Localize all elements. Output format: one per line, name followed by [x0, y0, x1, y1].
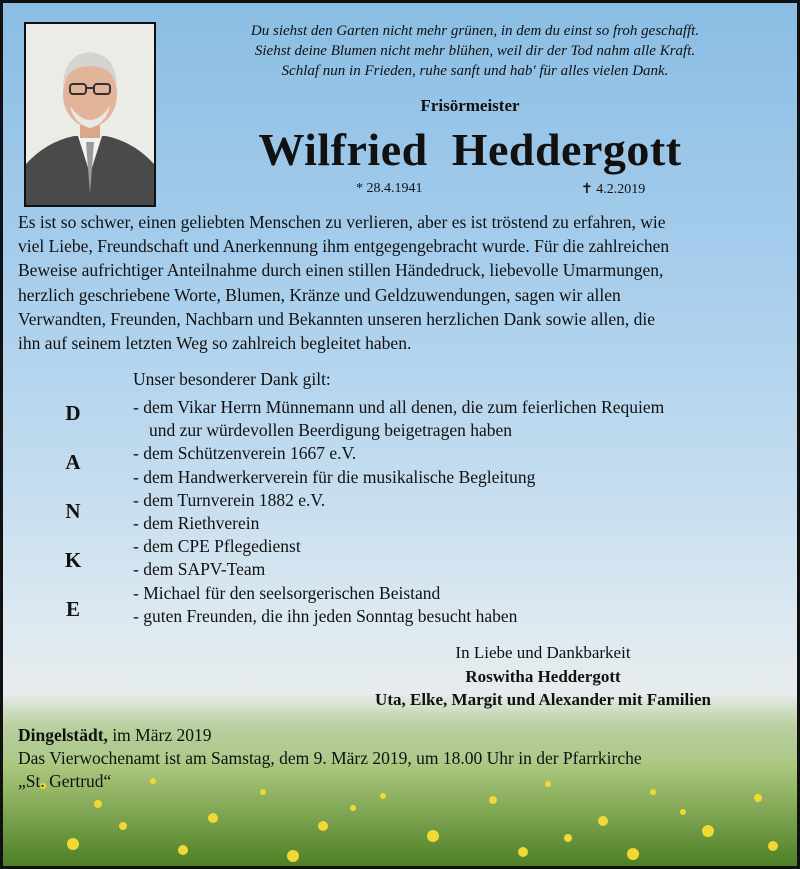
place-name: Dingelstädt,: [18, 725, 108, 745]
widow-name: Roswitha Heddergott: [465, 666, 621, 686]
verse-line: Du siehst den Garten nicht mehr grünen, in dem du einst so froh geschafft.: [250, 23, 700, 39]
list-item: - dem Riethverein: [133, 513, 260, 534]
church-name: „St. Gertrud“: [18, 771, 112, 791]
danke-letter: E: [65, 597, 80, 621]
special-thanks-list: [133, 396, 664, 628]
list-item-continuation: und zur würdevollen Beerdigung beigetragen haben: [149, 420, 512, 441]
deceased-name: Wilfried Heddergott: [258, 124, 682, 175]
closing-signature: [293, 641, 793, 712]
danke-vertical-letters: [58, 401, 88, 646]
paragraph-line: herzlich geschriebene Worte, Blumen, Kränze und Geldzuwendungen, sagen wir allen: [18, 284, 621, 305]
list-item: - dem CPE Pflegedienst: [133, 536, 301, 557]
paragraph-line: viel Liebe, Freundschaft und Anerkennung ihm entgegengebracht wurde. Für die zahlreichen: [18, 236, 670, 257]
list-item: - dem Vikar Herrn Münnemann und all denen, die zum feierlichen Requiem: [133, 397, 665, 417]
birth-date: * 28.4.1941: [356, 181, 423, 196]
thank-you-paragraph: [18, 210, 785, 355]
list-item: - dem Schützenverein 1667 e.V.: [133, 443, 357, 464]
list-item: - dem SAPV-Team: [133, 559, 266, 580]
danke-letter: K: [64, 548, 82, 572]
memorial-verse: [163, 21, 787, 81]
notice-date: im März 2019: [107, 725, 212, 745]
verse-line: Siehst deine Blumen nicht mehr blühen, weil dir der Tod nahm alle Kraft.: [254, 43, 696, 59]
list-item: - dem Handwerkerverein für die musikalische Begleitung: [133, 466, 536, 487]
footer-notice: [18, 724, 642, 793]
closing-phrase: In Liebe und Dankbarkeit: [455, 643, 631, 662]
list-item: - Michael für den seelsorgerischen Beistand: [133, 582, 441, 603]
danke-letter: D: [65, 401, 81, 425]
portrait-photo: [24, 22, 156, 207]
danke-letter: A: [65, 450, 81, 474]
special-thanks-heading: Unser besonderer Dank gilt:: [133, 369, 331, 389]
profession-title: Frisörmeister: [420, 96, 520, 115]
family-names: Uta, Elke, Margit und Alexander mit Familien: [375, 690, 711, 709]
danke-letter: N: [65, 499, 81, 523]
paragraph-line: Verwandten, Freunden, Nachbarn und Bekannten unseren herzlichen Dank sowie allen, die: [18, 308, 656, 329]
death-date: ✝ 4.2.2019: [581, 182, 646, 197]
list-item: - guten Freunden, die ihn jeden Sonntag besucht haben: [133, 605, 518, 626]
list-item: - dem Turnverein 1882 e.V.: [133, 489, 326, 510]
place-date-line: [18, 724, 642, 747]
verse-line: Schlaf nun in Frieden, ruhe sanft und hab' für alles vielen Dank.: [281, 63, 669, 79]
mass-notice-line: Das Vierwochenamt ist am Samstag, dem 9. März 2019, um 18.00 Uhr in der Pfarrkirche: [18, 748, 642, 768]
paragraph-line: Es ist so schwer, einen geliebten Menschen zu verlieren, aber es ist tröstend zu erfahren, wie: [18, 212, 666, 232]
paragraph-line: Beweise aufrichtiger Anteilnahme durch einen stillen Händedruck, liebevolle Umarmungen,: [18, 260, 664, 281]
paragraph-line: ihn auf seinem letzten Weg so zahlreich begleitet haben.: [18, 333, 412, 354]
